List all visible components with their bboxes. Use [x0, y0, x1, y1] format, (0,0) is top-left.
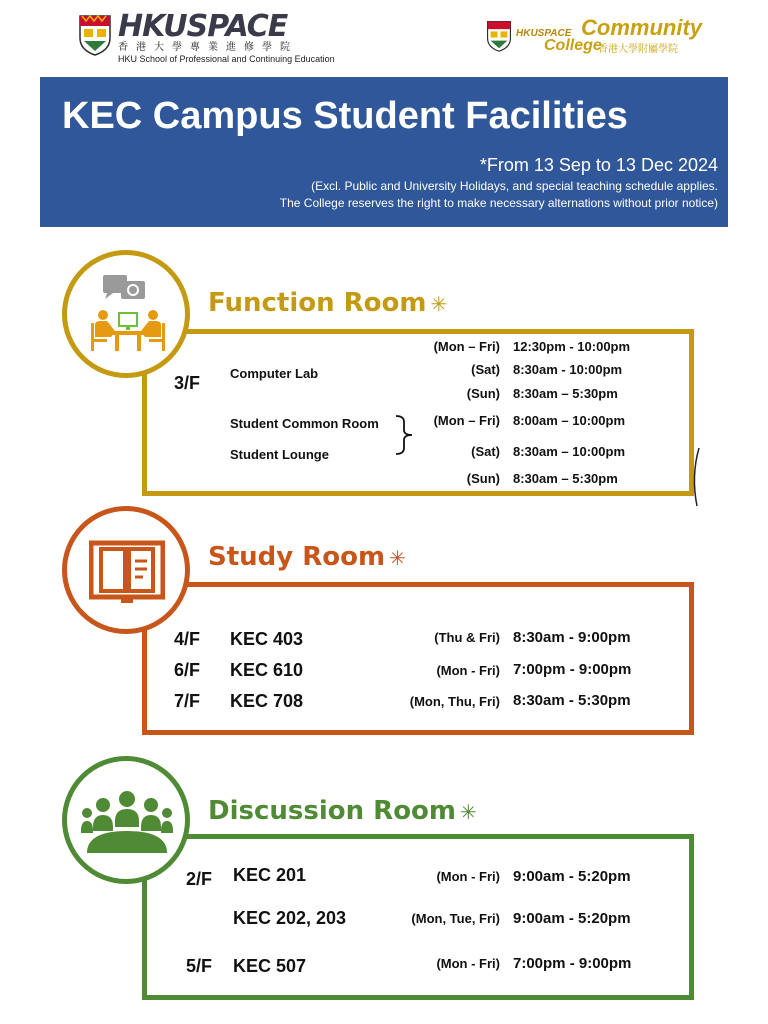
hku-space-wordmark: HKUSPACE: [118, 9, 288, 44]
floor-label: 7/F: [174, 691, 201, 711]
facility-name: Student Lounge: [230, 447, 329, 462]
schedule-days: (Sun): [466, 471, 500, 486]
schedule-time: 9:00am - 5:20pm: [513, 910, 631, 927]
room-number: KEC 201: [233, 865, 307, 885]
schedule-days: (Mon - Fri): [436, 869, 500, 884]
function-room-title-text: Function Room: [208, 288, 427, 318]
cc-chinese-name: 香港大學附屬學院: [598, 44, 678, 55]
schedule-time: 8:30am - 10:00pm: [513, 362, 623, 377]
schedule-days: (Mon - Fri): [436, 663, 500, 678]
schedule-time: 9:00am - 5:20pm: [513, 868, 631, 885]
room-number: KEC 708: [230, 691, 304, 711]
schedule-days: (Sat): [471, 444, 500, 459]
schedule-time: 8:00am – 10:00pm: [513, 413, 626, 428]
banner-note-line1: (Excl. Public and University Holidays, and special teaching schedule applies.: [311, 179, 718, 193]
page-title: KEC Campus Student Facilities: [62, 95, 628, 137]
cc-prefix: HKUSPACE: [516, 28, 572, 39]
asterisk-icon: ✳: [389, 545, 406, 570]
title-banner: [40, 77, 728, 227]
room-number: KEC 202, 203: [233, 908, 347, 928]
schedule-days: (Mon - Fri): [436, 956, 500, 971]
schedule-time: 8:30am – 5:30pm: [513, 386, 618, 401]
schedule-days: (Mon – Fri): [433, 339, 500, 354]
schedule-time: 8:30am - 5:30pm: [513, 692, 631, 709]
schedule-days: (Sun): [466, 386, 500, 401]
room-number: KEC 403: [230, 629, 304, 649]
schedule-time: 8:30am – 10:00pm: [513, 444, 626, 459]
book-icon: [89, 539, 165, 605]
floor-label: 6/F: [174, 660, 201, 680]
room-number: KEC 507: [233, 956, 307, 976]
pen-mark-decoration: [688, 446, 702, 508]
study-room-icon-circle: [62, 506, 190, 634]
study-room-box: [142, 582, 694, 735]
schedule-days: (Mon, Thu, Fri): [409, 694, 500, 709]
hku-space-logo: [78, 9, 335, 64]
hku-crest-icon: [78, 14, 112, 56]
discussion-room-title-text: Discussion Room: [208, 796, 457, 826]
hku-space-chinese-name: 香港大學專業進修學院: [118, 42, 298, 53]
date-range: *From 13 Sep to 13 Dec 2024: [479, 155, 718, 175]
community-college-logo: [486, 16, 716, 56]
schedule-time: 8:30am – 5:30pm: [513, 471, 618, 486]
meeting-table-icon: [85, 271, 169, 355]
function-room-icon-circle: [62, 250, 190, 378]
room-number: KEC 610: [230, 660, 304, 680]
schedule-time: 8:30am - 9:00pm: [513, 629, 631, 646]
cc-community: Community: [581, 15, 702, 40]
schedule-days: (Thu & Fri): [434, 630, 500, 645]
schedule-time: 7:00pm - 9:00pm: [513, 661, 632, 678]
study-room-title-text: Study Room: [208, 542, 386, 572]
discussion-room-title: [208, 796, 477, 826]
facility-name: Student Common Room: [230, 416, 379, 431]
discussion-room-icon-circle: [62, 756, 190, 884]
schedule-time: 12:30pm - 10:00pm: [513, 339, 631, 354]
floor-label: 2/F: [186, 869, 213, 889]
college-crest-icon: [486, 20, 512, 52]
schedule-days: (Mon – Fri): [433, 413, 500, 428]
cc-college: College: [544, 37, 602, 54]
asterisk-icon: ✳: [430, 291, 448, 316]
banner-note-line2: The College reserves the right to make necessary alternations without prior notice): [279, 196, 718, 210]
hku-space-english-name: HKU School of Professional and Continuing Education: [118, 54, 335, 64]
schedule-days: (Sat): [471, 362, 500, 377]
schedule-time: 7:00pm - 9:00pm: [513, 955, 632, 972]
floor-label: 4/F: [174, 629, 201, 649]
schedule-days: (Mon, Tue, Fri): [411, 911, 500, 926]
facility-name: Computer Lab: [230, 366, 319, 381]
group-people-icon: [81, 789, 173, 855]
floor-label: 5/F: [186, 956, 213, 976]
study-room-title: [208, 542, 406, 572]
floor-label: 3/F: [174, 373, 201, 393]
function-room-title: [208, 288, 447, 318]
asterisk-icon: ✳: [460, 799, 477, 824]
